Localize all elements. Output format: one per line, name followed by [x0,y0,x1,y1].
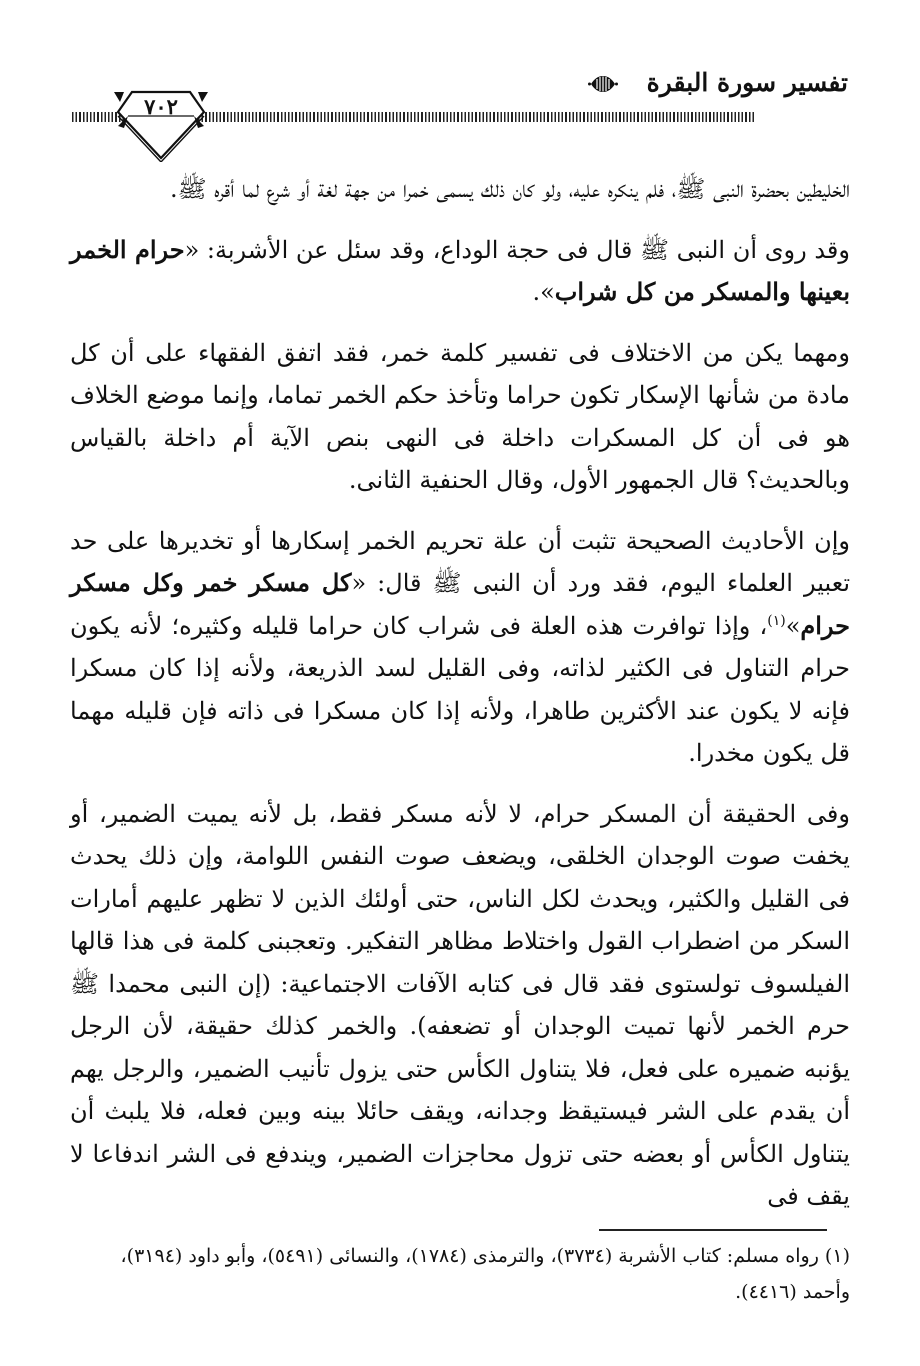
paragraph-1: الخليطين بحضرة النبى ﷺ، فلم ينكره عليه، ولو كان ذلك يسمى خمرا من جهة لغة أو شرع لما أقره ﷺ. [170,175,850,203]
page-number-ornament [112,80,210,162]
footnote-separator [599,1229,827,1231]
footnote-line-2: وأحمد (٤٤١٦). [735,1281,850,1303]
paragraph-5: وفى الحقيقة أن المسكر حرام، لا لأنه مسكر فقط، بل لأنه يميت الضمير، أو يخفت صوت الوجدان الخلقى، ويضعف صوت النفس اللوامة، وإن ذلك يحدث فى القليل والكثير، ويحدث لكل الناس، حتى أولئك الذين لا تظهر عليهم أمارات السكر من اضطراب القول واختلاط مظاهر التفكير. وتعجبنى كلمة فى هذا قالها الفيلسوف تولستوى فقد قال فى كتابه الآفات الاجتماعية: (إن النبى محمدا ﷺ حرم الخمر لأنها تميت الوجدان أو تضعفه). والخمر كذلك حقيقة، لأن الرجل يؤنبه ضميره على فعل، فلا يتناول الكأس حتى يزول تأنيب الضمير، والرجل يهم أن يقدم على الشر فيستيقظ وجدانه، ويقف حائلا بينه وبين فعله، فلا يلبث أن يتناول الكأس أو بعضه حتى تزول محاجزات الضمير، ويندفع فى الشر اندفاعا لا يقف فى [70,799,850,1210]
paragraph-4 [70,520,850,775]
header-ornament-icon [588,72,618,96]
body-text [70,168,850,1236]
paragraph-3: ومهما يكن من الاختلاف فى تفسير كلمة خمر، فقد اتفق الفقهاء على أن كل مادة من شأنها الإسكار تكون حراما وتأخذ حكم الخمر تماما، وإنما موضع الخلاف هو فى أن كل المسكرات داخلة فى النهى بنص الآية أم داخلة بالقياس وبالحديث؟ قال الجمهور الأول، وقال الحنفية الثانى. [70,338,850,494]
paragraph-2 [70,229,850,314]
running-header [120,62,848,102]
hadith-quote-2: كل مسكر خمر وكل مسكر حرام [70,568,850,640]
paragraph-4-intro: وإن الأحاديث الصحيحة تثبت أن علة تحريم الخمر إسكارها أو تخديرها على حد تعبير العلماء اليوم، فقد ورد أن النبى ﷺ قال: « [70,526,851,597]
paragraph-2-intro: وقد روى أن النبى ﷺ قال فى حجة الوداع، وقد سئل عن الأشربة: « [184,235,850,264]
header-title: تفسير سورة البقرة [646,68,848,97]
paragraph-2-end: ». [532,278,555,306]
paragraph-4-close: » [785,611,801,640]
hadith-quote-1: حرام الخمر بعينها والمسكر من كل شراب [70,234,850,306]
footnote-reference: (١) [767,612,786,629]
footnote [70,1238,850,1310]
paragraph-4-rest: ، وإذا توافرت هذه العلة فى شراب كان حراما قليله وكثيره؛ لأنه يكون حرام التناول فى الكثير لذاته، وفى القليل لسد الذريعة، ولأنه إذا كان مسكرا فإنه لا يكون عند الأكثرين طاهرا، ولأنه إذا كان مسكرا فى ذاته فإن قليله مهما قل يكون مخدرا. [70,611,850,767]
page-number: ٧٠٢ [144,94,178,119]
footnote-line-1: (١) رواه مسلم: كتاب الأشربة (٣٧٣٤)، والترمذى (١٧٨٤)، والنسائى (٥٤٩١)، وأبو داود (٣١٩٤)، [120,1245,850,1267]
